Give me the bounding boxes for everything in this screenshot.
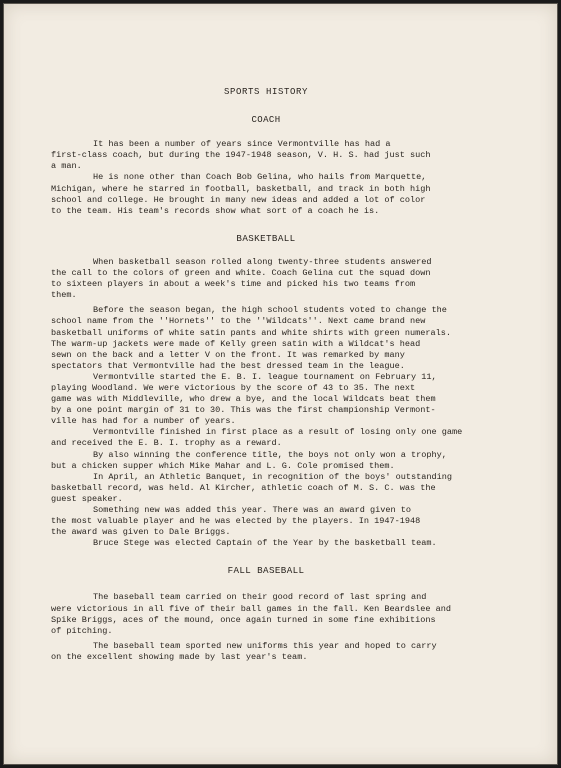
text-line: to the team. His team's records show what sort of a coach he is. bbox=[51, 205, 380, 216]
paragraph bbox=[51, 592, 481, 636]
text-line: It has been a number of years since Vermontville has had a bbox=[93, 139, 391, 150]
text-line: Spike Briggs, aces of the mound, once again turned in some fine exhibitions bbox=[51, 614, 436, 625]
section-heading-coach: COACH bbox=[251, 115, 281, 126]
text-line: game was with Middleville, who drew a bye, and the local Wildcats beat them bbox=[51, 394, 436, 405]
text-line: sewn on the back and a letter V on the front. It was remarked by many bbox=[51, 349, 405, 360]
text-line: Michigan, where he starred in football, basketball, and track in both high bbox=[51, 183, 431, 194]
text-line: of pitching. bbox=[51, 625, 113, 636]
text-line: The baseball team carried on their good record of last spring and bbox=[93, 592, 427, 603]
paragraph bbox=[51, 372, 481, 427]
text-line: The baseball team sported new uniforms this year and hoped to carry bbox=[93, 640, 437, 651]
text-line: The warm-up jackets were made of Kelly green satin with a Wildcat's head bbox=[51, 338, 421, 349]
text-line: Vermontville finished in first place as a result of losing only one game bbox=[93, 427, 463, 438]
paragraph bbox=[51, 450, 481, 472]
text-line: school name from the ''Hornets'' to the ''Wildcats''. Next came brand new bbox=[51, 316, 426, 327]
text-line: spectators that Vermontville had the best dressed team in the league. bbox=[51, 360, 405, 371]
text-line: to sixteen players in about a week's time and picked his two teams from bbox=[51, 279, 416, 290]
text-line: basketball uniforms of white satin pants and white shirts with green numerals. bbox=[51, 327, 452, 338]
text-line: by a one point margin of 31 to 30. This was the first championship Vermont- bbox=[51, 405, 436, 416]
page-title: SPORTS HISTORY bbox=[223, 87, 308, 97]
text-line: first-class coach, but during the 1947-1948 season, V. H. S. had just such bbox=[51, 150, 431, 161]
text-line: basketball record, was held. Al Kircher, athletic coach of M. S. C. was the bbox=[51, 482, 436, 493]
text-line: the award was given to Dale Briggs. bbox=[51, 527, 231, 538]
text-line: ville has had for a number of years. bbox=[51, 416, 236, 427]
text-line: and received the E. B. I. trophy as a reward. bbox=[51, 438, 282, 449]
paragraph bbox=[51, 257, 481, 301]
text-line: school and college. He brought in many new ideas and added a lot of color bbox=[51, 194, 426, 205]
paragraph bbox=[51, 139, 481, 172]
text-line: the call to the colors of green and white. Coach Gelina cut the squad down bbox=[51, 268, 431, 279]
text-line: Bruce Stege was elected Captain of the Year by the basketball team. bbox=[93, 538, 437, 549]
document-body bbox=[51, 87, 481, 663]
paragraph bbox=[51, 472, 481, 505]
text-line: on the excellent showing made by last year's team. bbox=[51, 651, 308, 662]
document-page bbox=[3, 3, 558, 765]
paragraph bbox=[51, 305, 481, 372]
text-line: them. bbox=[51, 290, 77, 301]
paragraph bbox=[51, 172, 481, 216]
text-line: guest speaker. bbox=[51, 493, 123, 504]
text-line: Something new was added this year. There was an award given to bbox=[93, 505, 411, 515]
text-line: the most valuable player and he was elected by the players. In 1947-1948 bbox=[51, 516, 421, 527]
text-line: but a chicken supper which Mike Mahar and L. G. Cole promised them. bbox=[51, 460, 395, 471]
section-heading-fall-baseball: FALL BASEBALL bbox=[227, 565, 305, 577]
text-line: a man. bbox=[51, 161, 82, 172]
text-line: were victorious in all five of their ball games in the fall. Ken Beardslee and bbox=[51, 603, 452, 614]
text-line: Vermontville started the E. B. I. league tournament on February 11, bbox=[93, 371, 437, 382]
text-line: When basketball season rolled along twenty-three students answered bbox=[93, 256, 432, 267]
paragraph bbox=[51, 641, 481, 663]
text-line: Before the season began, the high school students voted to change the bbox=[93, 305, 447, 316]
text-line: playing Woodland. We were victorious by the score of 43 to 35. The next bbox=[51, 382, 416, 393]
text-line: In April, an Athletic Banquet, in recognition of the boys' outstanding bbox=[93, 471, 453, 482]
paragraph bbox=[51, 427, 481, 449]
section-heading-basketball: BASKETBALL bbox=[236, 232, 296, 244]
paragraph bbox=[51, 505, 481, 538]
paragraph bbox=[51, 538, 481, 549]
text-line: He is none other than Coach Bob Gelina, who hails from Marquette, bbox=[93, 172, 427, 183]
text-line: By also winning the conference title, the boys not only won a trophy, bbox=[93, 449, 447, 460]
